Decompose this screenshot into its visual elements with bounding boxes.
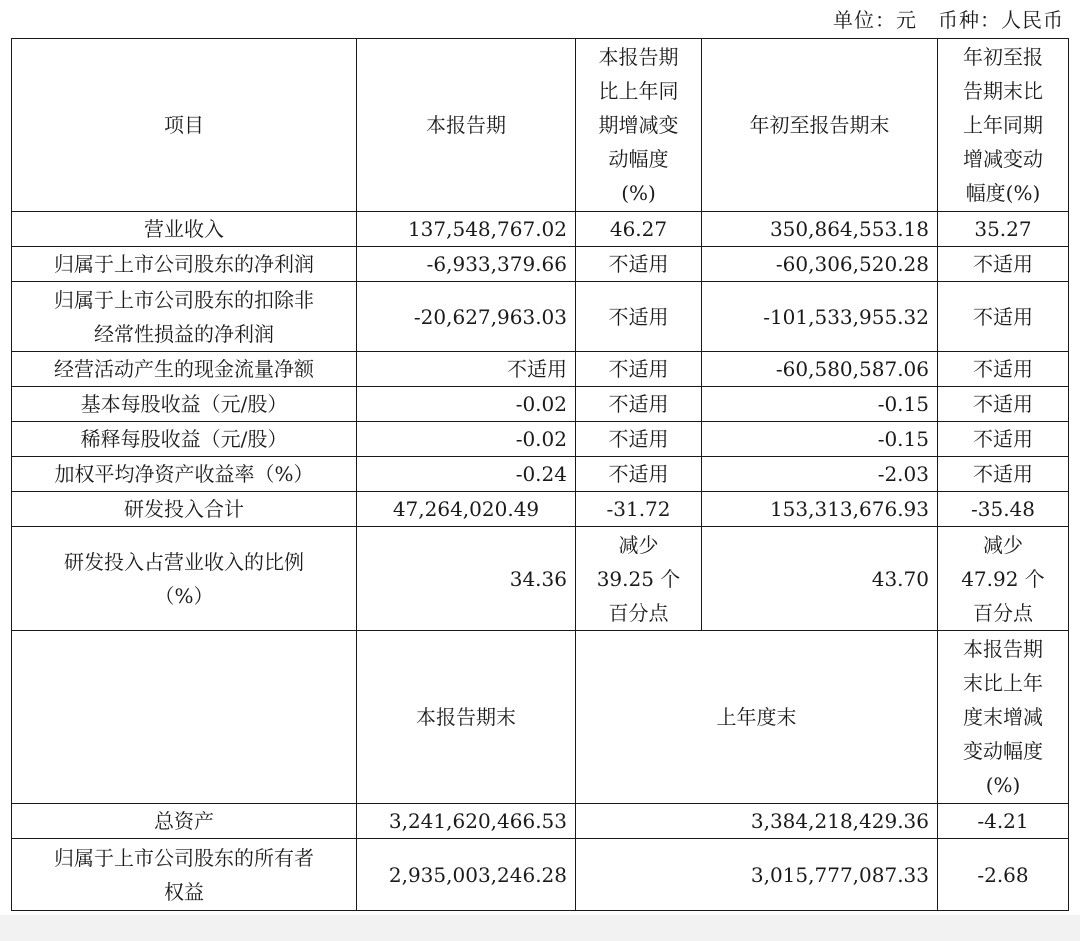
row-ytd: -60,580,587.06 bbox=[702, 352, 938, 387]
row-current: -20,627,963.03 bbox=[357, 282, 576, 352]
row-current: 47,264,020.49 bbox=[357, 492, 576, 527]
row-current-change: 不适用 bbox=[576, 422, 702, 457]
row-change: -4.21 bbox=[938, 804, 1069, 839]
row-current: -6,933,379.66 bbox=[357, 247, 576, 282]
table-row bbox=[12, 804, 1069, 839]
table-row bbox=[12, 212, 1069, 247]
row-last-year-end: 3,015,777,087.33 bbox=[576, 839, 938, 911]
row-item: 加权平均净资产收益率（%） bbox=[12, 457, 357, 492]
row-ytd-change: 不适用 bbox=[938, 422, 1069, 457]
bottom-strip bbox=[0, 915, 1080, 941]
header-current-period: 本报告期 bbox=[357, 39, 576, 212]
table-header-row bbox=[12, 39, 1069, 212]
table-row bbox=[12, 839, 1069, 911]
row-current: -0.02 bbox=[357, 387, 576, 422]
row-ytd: 153,313,676.93 bbox=[702, 492, 938, 527]
row-ytd-change: 不适用 bbox=[938, 247, 1069, 282]
header2-change: 本报告期 末比上年 度末增减 变动幅度 (%) bbox=[938, 631, 1069, 804]
row-ytd: 350,864,553.18 bbox=[702, 212, 938, 247]
header-ytd: 年初至报告期末 bbox=[702, 39, 938, 212]
row-current-change: 不适用 bbox=[576, 247, 702, 282]
row-ytd-change: 不适用 bbox=[938, 282, 1069, 352]
row-item: 归属于上市公司股东的所有者 权益 bbox=[12, 839, 357, 911]
row-last-year-end: 3,384,218,429.36 bbox=[576, 804, 938, 839]
row-period-end: 3,241,620,466.53 bbox=[357, 804, 576, 839]
header2-last-year-end: 上年度末 bbox=[576, 631, 938, 804]
row-ytd-change: 35.27 bbox=[938, 212, 1069, 247]
header-current-change: 本报告期 比上年同 期增减变 动幅度 (%) bbox=[576, 39, 702, 212]
row-ytd-change: 不适用 bbox=[938, 352, 1069, 387]
row-current-change: 减少 39.25 个 百分点 bbox=[576, 527, 702, 631]
row-current: 不适用 bbox=[357, 352, 576, 387]
row-ytd-change: 不适用 bbox=[938, 457, 1069, 492]
header2-item bbox=[12, 631, 357, 804]
row-item: 稀释每股收益（元/股） bbox=[12, 422, 357, 457]
row-item: 基本每股收益（元/股） bbox=[12, 387, 357, 422]
unit-note: 单位：元 币种：人民币 bbox=[833, 8, 1064, 32]
row-item: 营业收入 bbox=[12, 212, 357, 247]
row-current: -0.24 bbox=[357, 457, 576, 492]
row-current: 34.36 bbox=[357, 527, 576, 631]
row-ytd-change: 减少 47.92 个 百分点 bbox=[938, 527, 1069, 631]
row-ytd-change: -35.48 bbox=[938, 492, 1069, 527]
header2-period-end: 本报告期末 bbox=[357, 631, 576, 804]
row-ytd: -101,533,955.32 bbox=[702, 282, 938, 352]
header-ytd-change: 年初至报 告期末比 上年同期 增减变动 幅度(%) bbox=[938, 39, 1069, 212]
row-current-change: 不适用 bbox=[576, 352, 702, 387]
table-row bbox=[12, 492, 1069, 527]
row-period-end: 2,935,003,246.28 bbox=[357, 839, 576, 911]
row-current-change: 46.27 bbox=[576, 212, 702, 247]
row-current-change: -31.72 bbox=[576, 492, 702, 527]
row-change: -2.68 bbox=[938, 839, 1069, 911]
row-ytd: -60,306,520.28 bbox=[702, 247, 938, 282]
table-row bbox=[12, 527, 1069, 631]
row-current: 137,548,767.02 bbox=[357, 212, 576, 247]
row-ytd: -0.15 bbox=[702, 422, 938, 457]
row-current-change: 不适用 bbox=[576, 457, 702, 492]
row-ytd: -2.03 bbox=[702, 457, 938, 492]
table-row bbox=[12, 387, 1069, 422]
row-item: 研发投入占营业收入的比例 （%） bbox=[12, 527, 357, 631]
table-row bbox=[12, 422, 1069, 457]
header-item: 项目 bbox=[12, 39, 357, 212]
row-current-change: 不适用 bbox=[576, 387, 702, 422]
row-item: 归属于上市公司股东的净利润 bbox=[12, 247, 357, 282]
row-ytd-change: 不适用 bbox=[938, 387, 1069, 422]
row-current-change: 不适用 bbox=[576, 282, 702, 352]
table-row bbox=[12, 247, 1069, 282]
table-row bbox=[12, 457, 1069, 492]
table-row bbox=[12, 352, 1069, 387]
row-ytd: -0.15 bbox=[702, 387, 938, 422]
financial-table bbox=[11, 38, 1069, 911]
row-item: 总资产 bbox=[12, 804, 357, 839]
row-item: 归属于上市公司股东的扣除非 经常性损益的净利润 bbox=[12, 282, 357, 352]
row-item: 经营活动产生的现金流量净额 bbox=[12, 352, 357, 387]
row-item: 研发投入合计 bbox=[12, 492, 357, 527]
row-current: -0.02 bbox=[357, 422, 576, 457]
row-ytd: 43.70 bbox=[702, 527, 938, 631]
table-header-row-2 bbox=[12, 631, 1069, 804]
table-row bbox=[12, 282, 1069, 352]
